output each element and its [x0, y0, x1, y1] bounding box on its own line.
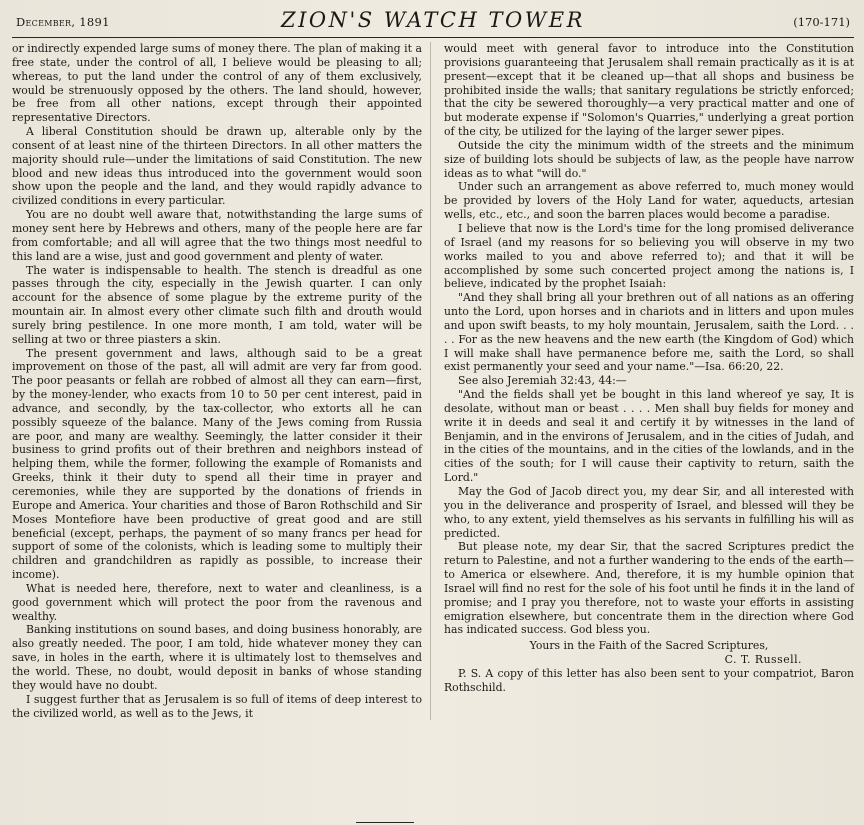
signature: C. T. Russell. [724, 653, 802, 667]
right-column [440, 42, 854, 720]
paragraph: May the God of Jacob direct you, my dear Sir, and all interested with you in the deliverance and prosperity of Israel, and blessed will they be who, to any extent, yield themselves as his servants in fulfilling his will as predicted. [444, 485, 854, 540]
paragraph: See also Jeremiah 32:43, 44:— [458, 374, 627, 388]
text-columns [12, 42, 854, 720]
header-date: December, 1891 [16, 15, 110, 29]
bottom-divider [356, 822, 414, 824]
paragraph: A liberal Constitution should be drawn up, alterable only by the consent of at least nine of the thirteen Directors. In all other matters the majority should rule—under the limitations of said Constitution. The new blood and new ideas thus introduced into the government would soon show upon the people and the land, and they would rapidly advance to civilized conditions in every particular. [12, 125, 422, 208]
paragraph: What is needed here, therefore, next to water and cleanliness, is a good government which will protect the poor from the ravenous and wealthy. [12, 581, 422, 623]
paragraph: Under such an arrangement as above referred to, much money would be provided by lovers of the Holy Land for water, aqueducts, artesian wells, etc., etc., and soon the barren places would become a paradise. [444, 180, 854, 222]
page-header [12, 7, 854, 38]
paragraph: You are no doubt well aware that, notwithstanding the large sums of money sent here by Hebrews and others, many of the people here are far from comfortable; and all will agree that the two things most needful to this land are a wise, just and good government and plenty of water. [12, 208, 422, 263]
paragraph: Outside the city the minimum width of the streets and the minimum size of building lots should be subjects of law, as the people have narrow ideas as to what "will do." [444, 138, 854, 180]
paragraph: would meet with general favor to introduce into the Constitution provisions guaranteeing that Jerusalem shall remain practically as it is at present—except that it be cleaned up—that all shops and business be prohibited inside the walls; that sanitary regulations be strictly enforced; that the city be sewered thoroughly—a very practical matter and one of but moderate expense if "Solomon's Quarries," underlying a great portion of the city, be utilized for the laying of the larger sewer pipes. [444, 42, 854, 139]
paragraph: Banking institutions on sound bases, and doing business honorably, are also greatly needed. The poor, I am told, hide whatever money they can save, in holes in the earth, where it is ultimately lost to themselves and the world. These, no doubt, would deposit in banks of whose standing they would have no doubt. [12, 623, 422, 692]
postscript: P. S. A copy of this letter has also been sent to your compatriot, Baron Rothschild. [444, 666, 854, 694]
paragraph: I suggest further that as Jerusalem is so full of items of deep interest to the civilized world, as well as to the Jews, it [12, 692, 422, 720]
paragraph: But please note, my dear Sir, that the sacred Scriptures predict the return to Palestine, and not a further wandering to the ends of the earth—to America or elsewhere. And, therefore, it is my humble opinion that Israel will find no rest for the sole of his foot until he finds it in the land of promise; and I pray you therefore, not to waste your efforts in assisting emigration elsewhere, but concentrate them in the direction where God has indicated success. God bless you. [444, 540, 854, 637]
paragraph: The present government and laws, although said to be a great improvement on those of the past, all will admit are very far from good. The poor peasants or fellah are robbed of almost all they can earn—first, by the money-lender, who exacts from 10 to 50 per cent interest, paid in advance, and secondly, by the tax-collector, who extorts all he can possibly squeeze of the balance. Many of the Jews coming from Russia are poor, and many are wealthy. Seemingly, the latter consider it their business to grind profits out of their brethren and neighbors instead of helping them, while the former, following the example of Romanists and Greeks, think it their duty to spend all their time in prayer and ceremonies, while they are supported by the donations of friends in Europe and America. Your charities and those of Baron Rothschild and Sir Moses Montefiore have been productive of great good and are still beneficial (except, perhaps, the payment of so many francs per head for support of some of the colonists, which is leading some to multiply their children and grandchildren as rapidly as possible, to increase their income). [12, 346, 422, 582]
letter-closing: Yours in the Faith of the Sacred Scriptures, [529, 639, 769, 653]
scripture-quote: "And they shall bring all your brethren out of all nations as an offering unto the Lord, upon horses and in chariots and in litters and upon mules and upon swift beasts, to my holy mountain, Jerusalem, saith the Lord. . . . . For as the new heavens and the new earth (the Kingdom of God) which I will make shall have permanence before me, saith the Lord, so shall exist permanently your seed and your name."—Isa. 66:20, 22. [444, 291, 854, 374]
paragraph: The water is indispensable to health. The stench is dreadful as one passes through the city, especially in the Jewish quarter. I can only account for the absence of some plague by the extreme purity of the mountain air. In almost every other climate such filth and drouth would surely bring pestilence. In one more month, I am told, water will be selling at two or three piasters a skin. [12, 263, 422, 346]
paragraph: I believe that now is the Lord's time for the long promised deliverance of Israel (and my reasons for so believing you will observe in my two works mailed to you and above referred to); and that it will be accomplished by some such concerted project among the nations is, I believe, indicated by the prophet Isaiah: [444, 221, 854, 291]
paragraph: or indirectly expended large sums of money there. The plan of making it a free state, under the control of all, I believe would be pleasing to all; whereas, to put the land under the control of any of them exclusively, would be strenuously opposed by the others. The land should, however, be free from all other nations, except through their appointed representative Directors. [12, 42, 422, 125]
publication-title: ZION'S WATCH TOWER [281, 8, 585, 32]
scripture-quote: "And the fields shall yet be bought in this land whereof ye say, It is desolate, without man or beast . . . . Men shall buy fields for money and write it in deeds and seal it and certify it by witnesses in the land of Benjamin, and in the environs of Jerusalem, and in the cities of Judah, and in the cities of the mountains, and in the cities of the lowlands, and in the cities of the south; for I will cause their captivity to return, saith the Lord." [444, 388, 854, 485]
page-numbers: (170-171) [793, 15, 850, 29]
left-column [12, 42, 431, 720]
